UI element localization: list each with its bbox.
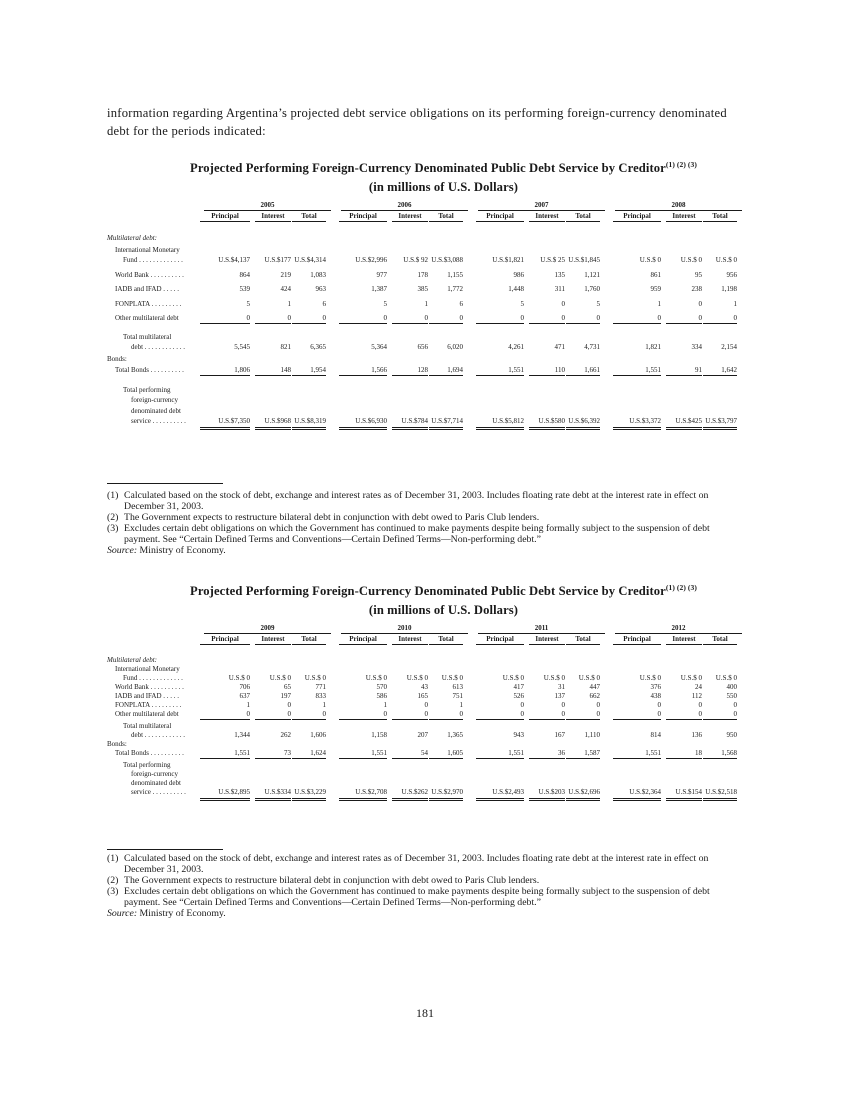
footnote-3: (3) Excludes certain debt obligations on which the Government has continued to make payments despite being formally subject to the suspension of debt payment. See “Certain Defined Terms and Conventions—Certain Defined Terms—Non-performing debt.”	[107, 886, 710, 908]
table-cell: 1,551	[339, 749, 387, 759]
row-label: Multilateral debt:	[107, 656, 157, 664]
table-cell: 0	[476, 710, 524, 720]
table-cell: 447	[589, 683, 600, 691]
table-cell: 1	[459, 701, 463, 709]
table-cell: 54	[392, 749, 428, 759]
column-header: Interest	[529, 211, 565, 222]
table-row-oth	[107, 710, 742, 719]
row-label: Bonds:	[107, 354, 127, 363]
table-cell: U.S.$ 0	[441, 674, 463, 682]
table-cell: 0	[287, 701, 291, 709]
source-note: Source: Ministry of Economy.	[107, 545, 226, 556]
table-cell: 4,261	[508, 343, 524, 351]
table-cell: 148	[255, 366, 291, 376]
table-row-tb	[107, 366, 742, 377]
table-title: Projected Performing Foreign-Currency Denominated Public Debt Service by Creditor$^{(1) (2) (3)}$	[190, 583, 697, 598]
table-cell: 31	[558, 683, 565, 691]
table-cell: U.S.$580	[529, 417, 565, 430]
column-header: Principal	[200, 634, 250, 645]
table-cell: 0	[698, 701, 702, 709]
table-grid	[107, 623, 742, 797]
table-cell: 0	[566, 710, 600, 720]
table-cell: U.S.$ 0	[680, 674, 702, 682]
footnote-rule	[107, 849, 223, 850]
table-cell: 570	[376, 683, 387, 691]
table-cell: 751	[452, 692, 463, 700]
table-cell: 1,568	[703, 749, 737, 759]
row-label: foreign-currency	[131, 396, 179, 404]
table-cell: 65	[284, 683, 291, 691]
debt-service-table-2005-2008	[107, 157, 742, 428]
table-cell: U.S.$ 0	[502, 674, 524, 682]
table-cell: 0	[476, 314, 524, 324]
row-label: Total Bonds . . . . . . . . . .	[115, 366, 184, 374]
table-cell: U.S.$2,493	[476, 788, 524, 801]
column-header: Interest	[666, 211, 702, 222]
section-label	[107, 656, 742, 665]
table-cell: U.S.$5,812	[476, 417, 524, 430]
table-cell: 219	[280, 270, 291, 279]
table-cell: 1,806	[200, 366, 250, 376]
table-cell: 0	[561, 299, 565, 308]
row-label: debt . . . . . . . . . . . .	[131, 343, 186, 351]
column-header: Total	[566, 634, 600, 645]
table-cell: 110	[529, 366, 565, 376]
table-cell: U.S.$ 0	[639, 256, 661, 264]
table-cell: 0	[429, 314, 463, 324]
column-header-row	[107, 634, 742, 646]
table-row-wb	[107, 683, 742, 692]
year-header: 2011	[478, 623, 605, 634]
table-cell: 417	[513, 683, 524, 691]
table-cell: 0	[613, 314, 661, 324]
table-cell: 0	[429, 710, 463, 720]
table-cell: U.S.$ 92	[403, 256, 428, 264]
table-cell: 0	[703, 314, 737, 324]
table-cell: 662	[589, 692, 600, 700]
table-cell: 1,551	[476, 749, 524, 759]
table-cell: 1	[657, 299, 661, 308]
column-header: Total	[703, 211, 737, 222]
table-cell: U.S.$ 0	[680, 256, 702, 264]
table-cell: U.S.$2,696	[566, 788, 600, 801]
table-row-tp	[107, 386, 742, 428]
table-cell: 0	[666, 710, 702, 720]
table-cell: U.S.$3,229	[292, 788, 326, 801]
table-cell: U.S.$ 0	[228, 674, 250, 682]
year-header: 2005	[204, 200, 331, 211]
table-cell: 43	[421, 683, 428, 691]
row-label: World Bank . . . . . . . . . .	[115, 270, 184, 279]
column-header: Interest	[392, 211, 428, 222]
table-cell: 950	[726, 731, 737, 739]
table-cell: U.S.$6,392	[566, 417, 600, 430]
table-cell: 1,760	[584, 285, 600, 293]
column-header: Principal	[613, 634, 661, 645]
row-label: debt . . . . . . . . . . . .	[131, 731, 186, 739]
table-cell: 526	[513, 692, 524, 700]
table-row-tb	[107, 749, 742, 758]
table-cell: 0	[596, 701, 600, 709]
table-cell: 1,121	[584, 270, 600, 279]
table-row-iadb	[107, 692, 742, 701]
table-cell: 959	[650, 285, 661, 293]
table-cell: 112	[691, 692, 702, 700]
table-cell: U.S.$4,137	[218, 256, 250, 264]
table-cell: 0	[529, 314, 565, 324]
table-cell: 0	[392, 710, 428, 720]
table-cell: 424	[280, 285, 291, 293]
footnote-rule	[107, 483, 223, 484]
table-row-fon	[107, 701, 742, 710]
table-cell: 1,642	[703, 366, 737, 376]
row-label: service . . . . . . . . . .	[131, 788, 186, 796]
column-header: Total	[429, 634, 463, 645]
table-cell: 986	[513, 270, 524, 279]
column-header: Total	[292, 634, 326, 645]
table-cell: 376	[650, 683, 661, 691]
table-cell: 1,694	[429, 366, 463, 376]
table-row-tp	[107, 761, 742, 797]
table-cell: U.S.$8,319	[292, 417, 326, 430]
table-cell: 18	[666, 749, 702, 759]
table-row-fon	[107, 300, 742, 311]
table-cell: 6	[459, 299, 463, 308]
row-label: IADB and IFAD . . . . .	[115, 285, 180, 293]
table-cell: 0	[255, 314, 291, 324]
table-cell: U.S.$2,895	[200, 788, 250, 801]
table-cell: U.S.$7,350	[200, 417, 250, 430]
table-cell: U.S.$ 0	[715, 674, 737, 682]
table-cell: U.S.$ 0	[715, 256, 737, 264]
row-label: Total performing	[123, 761, 171, 769]
section-label	[107, 355, 742, 366]
table-cell: 2,154	[721, 343, 737, 351]
table-cell: 5,545	[234, 343, 250, 351]
column-header: Interest	[392, 634, 428, 645]
table-cell: 1,551	[613, 366, 661, 376]
table-cell: 1,587	[566, 749, 600, 759]
table-cell: U.S.$2,708	[339, 788, 387, 801]
table-cell: 1,551	[476, 366, 524, 376]
row-label: Fund . . . . . . . . . . . . .	[123, 674, 183, 682]
table-cell: 95	[695, 270, 702, 279]
row-label: Other multilateral debt	[115, 314, 179, 322]
row-label: foreign-currency	[131, 770, 179, 778]
table-cell: 1	[322, 701, 326, 709]
table-cell: 385	[417, 285, 428, 293]
table-cell: 36	[529, 749, 565, 759]
table-cell: 706	[239, 683, 250, 691]
table-cell: 6,365	[310, 343, 326, 351]
table-cell: 5	[383, 299, 387, 308]
row-label: Total performing	[123, 385, 171, 394]
row-label: Total multilateral	[123, 722, 172, 730]
table-cell: 5,364	[371, 343, 387, 351]
table-cell: 864	[239, 270, 250, 279]
table-cell: 5	[520, 299, 524, 308]
table-cell: 1,606	[310, 731, 326, 739]
table-row-imf	[107, 246, 742, 267]
table-cell: 1,821	[645, 343, 661, 351]
table-cell: 1,110	[584, 731, 600, 739]
table-cell: 1,387	[371, 285, 387, 293]
table-cell: 1,158	[371, 731, 387, 739]
row-label: Other multilateral debt	[115, 710, 179, 718]
table-cell: U.S.$2,996	[355, 256, 387, 264]
table-cell: 1,448	[508, 285, 524, 293]
table-cell: 0	[703, 710, 737, 720]
table-cell: 0	[339, 710, 387, 720]
table-cell: 1,551	[613, 749, 661, 759]
table-cell: 311	[554, 285, 565, 293]
year-header: 2007	[478, 200, 605, 211]
column-header: Total	[703, 634, 737, 645]
table-cell: 1,605	[429, 749, 463, 759]
table-cell: U.S.$425	[666, 417, 702, 430]
year-header: 2012	[615, 623, 742, 634]
table-row-wb	[107, 271, 742, 282]
table-cell: 833	[315, 692, 326, 700]
table-cell: U.S.$2,970	[429, 788, 463, 801]
table-cell: U.S.$3,372	[613, 417, 661, 430]
row-label: Total Bonds . . . . . . . . . .	[115, 749, 184, 757]
table-cell: 0	[520, 701, 524, 709]
table-row-oth	[107, 314, 742, 325]
table-cell: U.S.$ 25	[540, 256, 565, 264]
table-row-imf	[107, 665, 742, 683]
footnote-1: (1) Calculated based on the stock of debt, exchange and interest rates as of December 31, 2003. Includes floating rate debt at the interest rate in effect on December 31, 2003.	[107, 490, 709, 512]
table-cell: 0	[255, 710, 291, 720]
table-cell: U.S.$784	[392, 417, 428, 430]
table-cell: 238	[691, 285, 702, 293]
table-cell: 136	[691, 731, 702, 739]
table-cell: 137	[554, 692, 565, 700]
table-cell: U.S.$6,930	[339, 417, 387, 430]
year-header: 2006	[341, 200, 468, 211]
table-cell: 0	[566, 314, 600, 324]
footnotes-block	[107, 853, 747, 919]
row-label: International Monetary	[115, 245, 180, 254]
table-cell: 1,083	[310, 270, 326, 279]
table-cell: U.S.$2,518	[703, 788, 737, 801]
table-cell: 1	[246, 701, 250, 709]
table-cell: 128	[392, 366, 428, 376]
table-cell: 0	[561, 701, 565, 709]
table-grid	[107, 200, 742, 428]
table-cell: U.S.$ 0	[543, 674, 565, 682]
table-cell: 1,661	[566, 366, 600, 376]
table-cell: 0	[529, 710, 565, 720]
table-cell: 197	[280, 692, 291, 700]
table-cell: 1,155	[447, 270, 463, 279]
column-header: Total	[292, 211, 326, 222]
row-label: denominated debt	[131, 406, 181, 415]
table-cell: 0	[200, 710, 250, 720]
column-header: Principal	[476, 634, 524, 645]
row-label: Total multilateral	[123, 332, 172, 341]
table-cell: 400	[726, 683, 737, 691]
table-cell: 963	[315, 285, 326, 293]
table-cell: 4,731	[584, 343, 600, 351]
table-cell: U.S.$7,714	[429, 417, 463, 430]
table-cell: 73	[255, 749, 291, 759]
table-subtitle: (in millions of U.S. Dollars)	[368, 603, 519, 617]
table-cell: U.S.$ 0	[578, 674, 600, 682]
table-cell: 539	[239, 285, 250, 293]
row-label: FONPLATA . . . . . . . . .	[115, 299, 182, 308]
table-cell: 262	[280, 731, 291, 739]
table-cell: 821	[280, 343, 291, 351]
table-cell: U.S.$ 0	[639, 674, 661, 682]
footnote-2: (2) The Government expects to restructure bilateral debt in conjunction with debt owed to Paris Club lenders.	[107, 875, 540, 886]
row-label: service . . . . . . . . . .	[131, 417, 186, 425]
section-label	[107, 234, 742, 245]
table-cell: 550	[726, 692, 737, 700]
table-cell: 1,551	[200, 749, 250, 759]
table-cell: U.S.$177	[264, 256, 291, 264]
column-header: Interest	[255, 211, 291, 222]
table-cell: 977	[376, 270, 387, 279]
table-cell: U.S.$154	[666, 788, 702, 801]
table-cell: 178	[417, 270, 428, 279]
footnote-1: (1) Calculated based on the stock of debt, exchange and interest rates as of December 31, 2003. Includes floating rate debt at the interest rate in effect on December 31, 2003.	[107, 853, 709, 875]
footnote-2: (2) The Government expects to restructure bilateral debt in conjunction with debt owed to Paris Club lenders.	[107, 512, 540, 523]
table-cell: 1,772	[447, 285, 463, 293]
table-cell: 334	[691, 343, 702, 351]
table-cell: 135	[554, 270, 565, 279]
row-label: Multilateral debt:	[107, 234, 157, 242]
table-cell: 6	[322, 299, 326, 308]
table-title: Projected Performing Foreign-Currency Denominated Public Debt Service by Creditor$^{(1) (2) (3)}$	[190, 160, 697, 175]
debt-service-table-2009-2012	[107, 580, 742, 797]
table-cell: 613	[452, 683, 463, 691]
table-cell: 771	[315, 683, 326, 691]
year-header: 2008	[615, 200, 742, 211]
section-label	[107, 740, 742, 749]
row-label: denominated debt	[131, 779, 181, 787]
table-row-iadb	[107, 285, 742, 296]
column-header: Principal	[339, 211, 387, 222]
source-note: Source: Ministry of Economy.	[107, 908, 226, 919]
table-subtitle: (in millions of U.S. Dollars)	[368, 180, 519, 194]
table-cell: 1	[383, 701, 387, 709]
column-header: Interest	[666, 634, 702, 645]
table-cell: 1,344	[234, 731, 250, 739]
table-cell: 861	[650, 270, 661, 279]
row-label: Fund . . . . . . . . . . . . .	[123, 256, 183, 264]
table-cell: U.S.$3,088	[431, 256, 463, 264]
table-row-tm	[107, 722, 742, 740]
table-cell: U.S.$968	[255, 417, 291, 430]
footnote-3: (3) Excludes certain debt obligations on which the Government has continued to make payments despite being formally subject to the suspension of debt payment. See “Certain Defined Terms and Conventions—Certain Defined Terms—Non-performing debt.”	[107, 523, 710, 545]
table-cell: U.S.$1,821	[492, 256, 524, 264]
table-cell: 1	[733, 299, 737, 308]
table-cell: 0	[339, 314, 387, 324]
table-cell: 637	[239, 692, 250, 700]
table-cell: 1	[424, 299, 428, 308]
table-cell: 91	[666, 366, 702, 376]
table-cell: 24	[695, 683, 702, 691]
table-cell: 1,624	[292, 749, 326, 759]
page-number: 181	[416, 1006, 434, 1020]
year-header: 2010	[341, 623, 468, 634]
row-label: Bonds:	[107, 740, 127, 748]
table-cell: 1,365	[447, 731, 463, 739]
table-cell: U.S.$3,797	[703, 417, 737, 430]
table-cell: U.S.$203	[529, 788, 565, 801]
table-cell: 207	[417, 731, 428, 739]
table-cell: 167	[554, 731, 565, 739]
table-cell: U.S.$ 0	[406, 674, 428, 682]
column-header-row	[107, 211, 742, 223]
table-cell: 0	[292, 710, 326, 720]
table-cell: 471	[554, 343, 565, 351]
table-cell: 5	[246, 299, 250, 308]
table-cell: 943	[513, 731, 524, 739]
table-cell: U.S.$ 0	[304, 674, 326, 682]
table-cell: 165	[417, 692, 428, 700]
row-label: World Bank . . . . . . . . . .	[115, 683, 184, 691]
table-cell: 0	[292, 314, 326, 324]
table-cell: 0	[200, 314, 250, 324]
column-header: Interest	[255, 634, 291, 645]
row-label: IADB and IFAD . . . . .	[115, 692, 180, 700]
row-label: FONPLATA . . . . . . . . .	[115, 701, 182, 709]
intro-paragraph: information regarding Argentina’s projected debt service obligations on its performing foreign-currency denominated debt for the periods indicated:	[107, 106, 727, 138]
year-header: 2009	[204, 623, 331, 634]
table-cell: 0	[657, 701, 661, 709]
table-cell: U.S.$1,845	[568, 256, 600, 264]
table-cell: 5	[596, 299, 600, 308]
table-cell: 1	[287, 299, 291, 308]
table-cell: 1,198	[721, 285, 737, 293]
table-cell: U.S.$262	[392, 788, 428, 801]
table-cell: 0	[392, 314, 428, 324]
table-cell: U.S.$4,314	[294, 256, 326, 264]
table-cell: 0	[613, 710, 661, 720]
column-header: Principal	[339, 634, 387, 645]
table-cell: 586	[376, 692, 387, 700]
table-cell: 438	[650, 692, 661, 700]
table-cell: 1,566	[339, 366, 387, 376]
table-cell: U.S.$2,364	[613, 788, 661, 801]
table-cell: U.S.$ 0	[365, 674, 387, 682]
table-cell: 814	[650, 731, 661, 739]
column-header: Interest	[529, 634, 565, 645]
column-header: Principal	[200, 211, 250, 222]
table-cell: 956	[726, 270, 737, 279]
column-header: Principal	[613, 211, 661, 222]
table-cell: 6,020	[447, 343, 463, 351]
table-cell: 0	[424, 701, 428, 709]
table-cell: 0	[733, 701, 737, 709]
column-header: Total	[566, 211, 600, 222]
table-cell: U.S.$334	[255, 788, 291, 801]
column-header: Principal	[476, 211, 524, 222]
table-row-tm	[107, 333, 742, 354]
table-cell: 656	[417, 343, 428, 351]
table-cell: 1,954	[292, 366, 326, 376]
table-cell: U.S.$ 0	[269, 674, 291, 682]
table-cell: 0	[666, 314, 702, 324]
row-label: International Monetary	[115, 665, 180, 673]
footnotes-block	[107, 490, 747, 556]
column-header: Total	[429, 211, 463, 222]
table-cell: 0	[698, 299, 702, 308]
